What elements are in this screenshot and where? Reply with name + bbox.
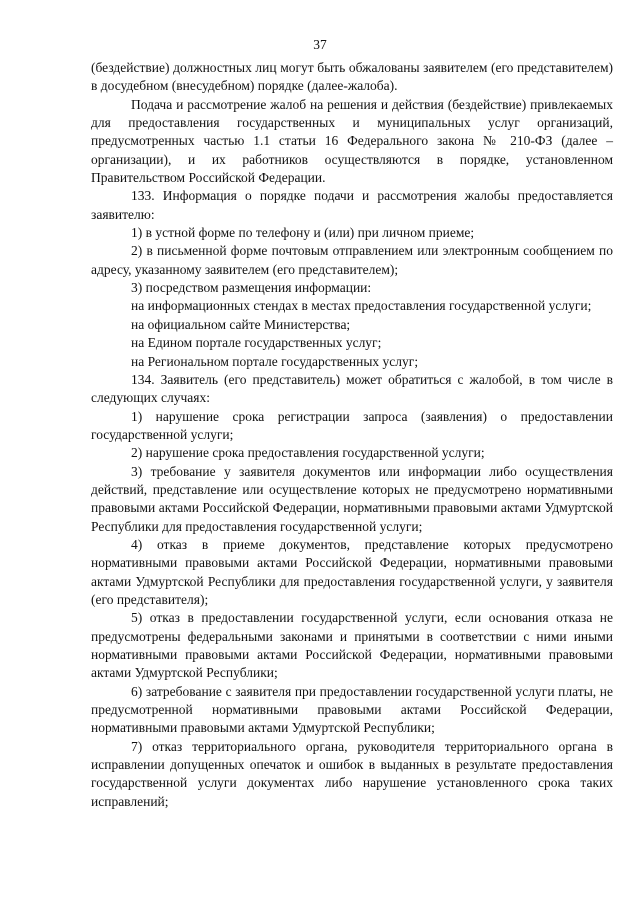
- paragraph: Подача и рассмотрение жалоб на решения и действия (бездействие) привлекаемых для предоставления государственных и муниципальных услуг организаций, предусмотренных частью 1.1 статьи 16 Федерального закона № 210-ФЗ (далее – организации), и их работников осуществляются в порядке, установленном Правительством Российской Федерации.: [91, 96, 613, 186]
- paragraph: 133. Информация о порядке подачи и рассмотрения жалобы предоставляется заявителю:: [91, 188, 613, 222]
- paragraph: 1) нарушение срока регистрации запроса (заявления) о предоставлении государственной услуги;: [91, 408, 613, 442]
- paragraph: 2) нарушение срока предоставления государственной услуги;: [131, 445, 485, 461]
- document-body: [91, 59, 613, 811]
- paragraph: 4) отказ в приеме документов, представление которых предусмотрено нормативными правовыми актами Российской Федерации, нормативными правовыми актами Удмуртской Республики для предоставления государственной услуги, у заявителя (его представителя);: [91, 536, 613, 607]
- paragraph: 7) отказ территориального органа, руководителя территориального органа в исправлении допущенных опечаток и ошибок в выданных в результате предоставления государственной услуги документах либо нарушение установленного срока таких исправлений;: [91, 738, 613, 809]
- paragraph: (бездействие) должностных лиц могут быть обжалованы заявителем (его представителем) в досудебном (внесудебном) порядке (далее-жалоба).: [91, 60, 613, 94]
- page-number: 37: [313, 37, 327, 52]
- paragraph: 134. Заявитель (его представитель) может обратиться с жалобой, в том числе в следующих случаях:: [91, 371, 613, 406]
- paragraph: на Региональном портале государственных услуг;: [131, 353, 419, 369]
- paragraph: 6) затребование с заявителя при предоставлении государственной услуги платы, не предусмотренной нормативными правовыми актами Российской Федерации, нормативными правовыми актами Удмуртской Республики;: [91, 683, 613, 736]
- paragraph: на информационных стендах в местах предоставления государственной услуги;: [131, 298, 592, 314]
- paragraph: 1) в устной форме по телефону и (или) при личном приеме;: [131, 225, 475, 241]
- paragraph: 2) в письменной форме почтовым отправлением или электронным сообщением по адресу, указанному заявителем (его представителем);: [91, 243, 613, 277]
- paragraph: 3) посредством размещения информации:: [131, 280, 372, 296]
- paragraph: на официальном сайте Министерства;: [131, 316, 351, 332]
- paragraph: на Едином портале государственных услуг;: [131, 335, 382, 351]
- paragraph: 5) отказ в предоставлении государственной услуги, если основания отказа не предусмотрены федеральными законами и принятыми в соответствии с ними иными нормативными правовыми актами Российской Федерации, нормативными правовыми актами Удмуртской Республики;: [91, 610, 613, 681]
- paragraph: 3) требование у заявителя документов или информации либо осуществления действий, представление или осуществление которых не предусмотрено нормативными правовыми актами Российской Федерации, нормативными правовыми актами Удмуртской Республики для предоставления государственной услуги;: [91, 463, 613, 534]
